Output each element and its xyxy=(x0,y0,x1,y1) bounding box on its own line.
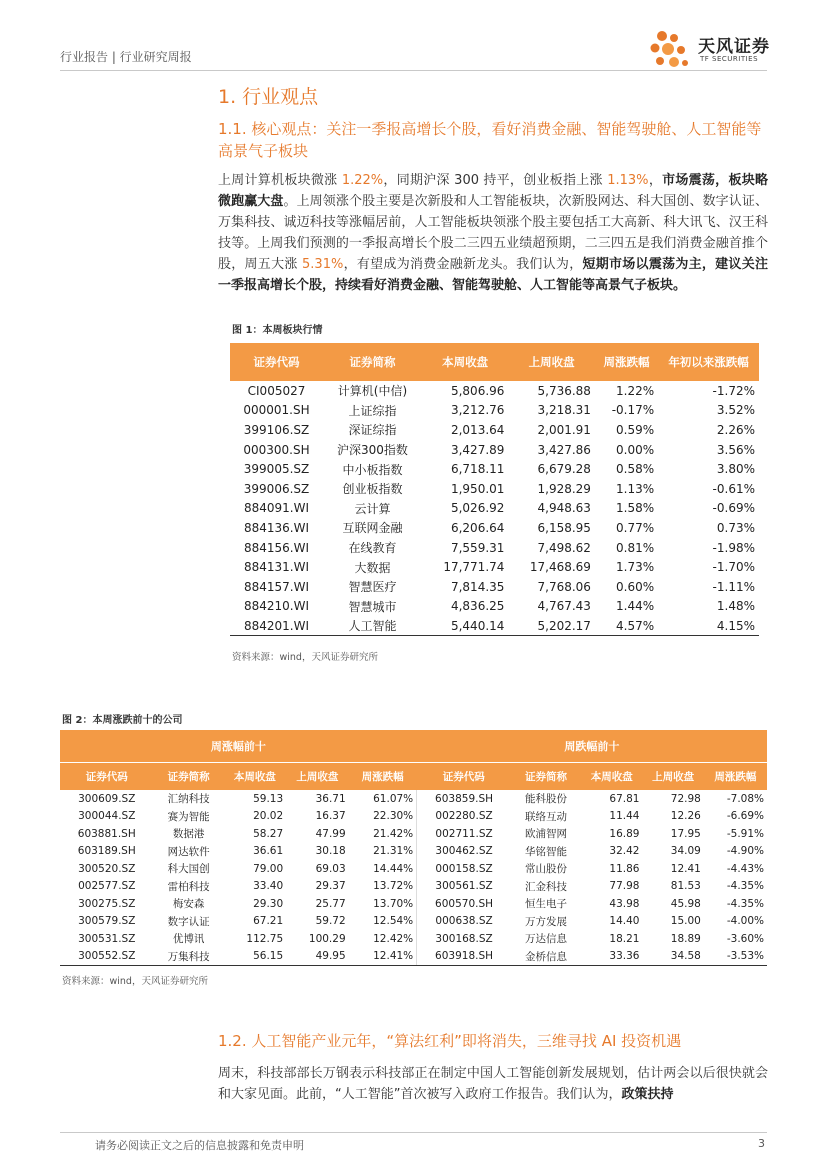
table-cell: 30.18 xyxy=(315,845,346,858)
table-cell: 能科股份 xyxy=(525,793,567,806)
table-cell: 智慧医疗 xyxy=(348,580,397,595)
table-cell: 14.44% xyxy=(373,862,414,875)
column-header: 证券简称 xyxy=(323,343,422,381)
table-cell: 300609.SZ xyxy=(78,792,136,805)
table-cell: 12.54% xyxy=(373,915,414,928)
logo-text-cn: 天风证券 xyxy=(698,37,770,57)
table-cell: 58.27 xyxy=(253,827,284,840)
table-cell: 2,013.64 xyxy=(450,422,505,437)
table-cell: 36.61 xyxy=(253,845,284,858)
table-cell: -4.35% xyxy=(726,880,764,893)
table-cell: 17,468.69 xyxy=(529,560,591,575)
table-cell: 000001.SH xyxy=(243,403,310,418)
para-text: ，同期沪深 300 持平，创业板指上涨 xyxy=(383,173,603,188)
column-header: 上周收盘 xyxy=(508,343,595,381)
table-cell: 3,427.89 xyxy=(450,442,505,457)
table-cell: -0.17% xyxy=(611,403,655,418)
table-cell: 29.37 xyxy=(315,880,346,893)
table-cell: -1.98% xyxy=(712,540,755,555)
table-cell: -3.53% xyxy=(704,948,767,966)
column-header: 证券代码 xyxy=(230,343,323,381)
table-row xyxy=(230,440,759,460)
column-header: 年初以来涨跌幅 xyxy=(658,343,759,381)
table-cell: 002280.SZ xyxy=(417,808,511,826)
table-cell: 1.44% xyxy=(616,599,655,614)
table-cell: 3.56% xyxy=(716,442,755,457)
table-cell: 399005.SZ xyxy=(243,462,310,477)
table-cell: 数据港 xyxy=(172,828,205,841)
table-cell: 数字认证 xyxy=(167,915,210,928)
table-cell: 5,440.14 xyxy=(422,616,509,636)
table-cell: 47.99 xyxy=(315,827,346,840)
table-cell: -0.69% xyxy=(712,501,755,516)
section-heading-1-1: 1.1. 核心观点：关注一季报高增长个股，看好消费金融、智能驾驶舱、人工智能等高景气子板块 xyxy=(218,120,762,160)
table-cell: 沪深300指数 xyxy=(337,443,408,458)
table-cell: -3.60% xyxy=(726,932,764,945)
table-cell: 34.09 xyxy=(670,845,701,858)
table-cell: 13.72% xyxy=(373,880,414,893)
table-row xyxy=(230,420,759,440)
table-cell: 0.00% xyxy=(616,442,655,457)
column-header: 周涨跌幅 xyxy=(704,762,767,790)
column-header: 周涨跌幅 xyxy=(595,343,658,381)
table-cell: 36.71 xyxy=(315,792,346,805)
table-cell: 5,202.17 xyxy=(508,616,595,636)
para-text: 周末，科技部部长万钢表示科技部正在制定中国人工智能创新发展规划，估计两会以后很快就会和大家见面。此前，“人工智能”首次被写入政府工作报告。我们认为， xyxy=(218,1066,768,1102)
section-1-2-paragraph xyxy=(218,1063,768,1105)
table-cell: 000300.SH xyxy=(243,442,310,457)
column-header: 证券代码 xyxy=(417,762,511,790)
table-cell: 002711.SZ xyxy=(417,825,511,843)
table-row xyxy=(230,557,759,577)
table-cell: 81.53 xyxy=(670,880,701,893)
table-group-row xyxy=(60,730,767,762)
table-cell: 4,836.25 xyxy=(450,599,505,614)
table-cell: 6,206.64 xyxy=(450,520,505,535)
table-row xyxy=(230,538,759,558)
table-row xyxy=(230,577,759,597)
table-cell: 17,771.74 xyxy=(443,560,505,575)
para-bold: 市场震荡，板块略微跑赢大盘 xyxy=(218,173,768,209)
table-cell: 32.42 xyxy=(609,845,640,858)
table-cell: 创业板指数 xyxy=(342,482,403,497)
figure-1-title: 图 1：本周板块行情 xyxy=(232,325,323,336)
group-header-losers: 周跌幅前十 xyxy=(417,730,767,762)
table-cell: 12.26 xyxy=(670,810,701,823)
table-cell: 59.72 xyxy=(315,915,346,928)
table-row xyxy=(60,860,767,878)
table-cell: 002577.SZ xyxy=(78,880,136,893)
table-header-row xyxy=(60,762,767,790)
table-cell: 20.02 xyxy=(253,810,284,823)
table-cell: 399106.SZ xyxy=(243,422,310,437)
para-pct: 1.22% xyxy=(341,173,384,188)
column-header: 周涨跌幅 xyxy=(349,762,417,790)
table-cell: 1.48% xyxy=(716,599,755,614)
para-text: 。上周领涨个股主要是次新股和人工智能板块，次新股网达、科大国创、数字认证、万集科技、诚迈科技等涨幅居前，人工智能板块领涨个股主要包括工大高新、科大讯飞、汉王科技等。上周我们预测的一季报高增长个股二三四五业绩超预期，二三四五是我们消费金融首推个股，周五大涨 xyxy=(218,194,768,272)
table-cell: 45.98 xyxy=(670,897,701,910)
table-row xyxy=(60,808,767,826)
table-cell: 25.77 xyxy=(315,897,346,910)
table-cell: 300531.SZ xyxy=(78,932,136,945)
table-cell: 61.07% xyxy=(373,792,414,805)
table-cell: 网达软件 xyxy=(167,845,210,858)
table-body xyxy=(60,790,767,965)
top-movers-table xyxy=(60,730,767,966)
table-cell: 300520.SZ xyxy=(78,862,136,875)
table-cell: 18.21 xyxy=(609,932,640,945)
table-cell: -4.00% xyxy=(726,915,764,928)
table-cell: 884210.WI xyxy=(244,599,310,614)
table-cell: 300552.SZ xyxy=(60,948,154,966)
table-cell: 0.77% xyxy=(616,520,655,535)
table-cell: 常山股份 xyxy=(525,863,567,876)
table-cell: 12.41 xyxy=(670,862,701,875)
table-cell: 云计算 xyxy=(354,501,391,516)
table-row xyxy=(230,597,759,617)
table-cell: 智慧城市 xyxy=(348,599,397,614)
table-cell: 49.95 xyxy=(286,948,348,966)
table-cell: 11.86 xyxy=(609,862,640,875)
table-cell: 21.31% xyxy=(373,845,414,858)
table-cell: 万方发展 xyxy=(525,915,567,928)
table-cell: 2.26% xyxy=(716,422,755,437)
table-cell: 603918.SH xyxy=(417,948,511,966)
section-heading-1: 1. 行业观点 xyxy=(218,86,319,108)
table-cell: 300168.SZ xyxy=(417,930,511,948)
table-cell: -6.69% xyxy=(726,810,764,823)
table-cell: 3,212.76 xyxy=(450,403,505,418)
table-cell: 互联网金融 xyxy=(342,521,403,536)
table-cell: 603859.SH xyxy=(417,790,511,808)
table-row xyxy=(230,401,759,421)
table-cell: -1.72% xyxy=(712,383,755,398)
table-cell: -4.43% xyxy=(726,862,764,875)
table-row xyxy=(60,895,767,913)
table-cell: 深证综指 xyxy=(348,423,397,438)
table-cell: 399006.SZ xyxy=(243,481,310,496)
table-cell: 6,718.11 xyxy=(450,462,505,477)
column-header: 本周收盘 xyxy=(224,762,286,790)
table-cell: 3.52% xyxy=(716,403,755,418)
table-cell: 79.00 xyxy=(253,862,284,875)
table-cell: 0.73% xyxy=(716,520,755,535)
table-cell: 中小板指数 xyxy=(342,462,403,477)
table-cell: -1.70% xyxy=(712,560,755,575)
logo-flower-icon xyxy=(646,28,694,72)
disclaimer-note: 请务必阅读正文之后的信息披露和免责申明 xyxy=(95,1139,304,1152)
table-cell: 1.13% xyxy=(616,481,655,496)
table-cell: 7,814.35 xyxy=(450,579,505,594)
table-cell: 884091.WI xyxy=(244,501,310,516)
table-cell: 2,001.91 xyxy=(537,422,591,437)
table-cell: 603189.SH xyxy=(77,845,136,858)
table-cell: 汇金科技 xyxy=(525,880,567,893)
table-cell: CI005027 xyxy=(247,383,306,398)
table-cell: 33.36 xyxy=(581,948,642,966)
section-1-1-paragraph xyxy=(218,170,768,296)
table-cell: 1.22% xyxy=(616,383,655,398)
table-cell: 4.57% xyxy=(595,616,658,636)
page-number: 3 xyxy=(758,1137,765,1150)
table-cell: 7,559.31 xyxy=(450,540,505,555)
table-cell: -4.90% xyxy=(726,845,764,858)
table-cell: 11.44 xyxy=(609,810,640,823)
table-cell: 300462.SZ xyxy=(417,843,511,861)
column-header: 本周收盘 xyxy=(581,762,642,790)
table-cell: 884131.WI xyxy=(244,560,310,575)
table-cell: 金桥信息 xyxy=(511,948,581,966)
table-cell: 59.13 xyxy=(253,792,284,805)
table-cell: 77.98 xyxy=(609,880,640,893)
para-text: ， xyxy=(648,173,663,188)
para-text: ，有望成为消费金融新龙头。我们认为， xyxy=(343,257,583,272)
table-cell: -7.08% xyxy=(726,792,764,805)
column-header: 证券简称 xyxy=(511,762,581,790)
table-cell: 12.42% xyxy=(373,932,414,945)
table-cell: 科大国创 xyxy=(167,863,210,876)
table-cell: 300044.SZ xyxy=(78,810,136,823)
table-row xyxy=(230,381,759,401)
logo xyxy=(646,28,786,72)
column-header: 上周收盘 xyxy=(286,762,348,790)
table-cell: 恒生电子 xyxy=(525,898,567,911)
table-cell: 0.58% xyxy=(616,462,655,477)
para-pct: 1.13% xyxy=(607,173,649,188)
table-cell: -0.61% xyxy=(712,481,755,496)
table-cell: 人工智能 xyxy=(323,616,422,636)
table-cell: 884157.WI xyxy=(244,579,310,594)
table-cell: 5,026.92 xyxy=(450,501,505,516)
table-cell: 21.42% xyxy=(373,827,414,840)
table-cell: 0.81% xyxy=(616,540,655,555)
table-cell: 1,928.29 xyxy=(537,481,591,496)
table-cell: 884156.WI xyxy=(244,540,310,555)
table-cell: 3,427.86 xyxy=(537,442,591,457)
report-category: 行业报告 | 行业研究周报 xyxy=(60,50,192,64)
table-cell: 3.80% xyxy=(716,462,755,477)
table-cell: 000638.SZ xyxy=(417,913,511,931)
table-row xyxy=(60,878,767,896)
para-bold: 短期市场以震荡为主，建议关注一季报高增长个股，持续看好消费金融、智能驾驶舱、人工智能等高景气子板块。 xyxy=(218,257,768,293)
table-cell: 000158.SZ xyxy=(417,860,511,878)
table-cell: 33.40 xyxy=(253,880,284,893)
table-cell: 29.30 xyxy=(253,897,284,910)
table-cell: 12.41% xyxy=(349,948,417,966)
table-cell: 34.58 xyxy=(642,948,703,966)
table-cell: 15.00 xyxy=(670,915,701,928)
figure-2-title: 图 2：本周涨跌前十的公司 xyxy=(62,715,183,726)
table-cell: 884136.WI xyxy=(244,520,310,535)
table-cell: 4.15% xyxy=(658,616,759,636)
table-cell: -1.11% xyxy=(712,579,755,594)
figure-1-source: 资料来源：wind，天风证券研究所 xyxy=(232,652,378,663)
column-header: 本周收盘 xyxy=(422,343,509,381)
column-header: 证券代码 xyxy=(60,762,154,790)
table-row xyxy=(230,479,759,499)
table-cell: 0.60% xyxy=(616,579,655,594)
table-cell: 上证综指 xyxy=(348,403,397,418)
column-header: 证券简称 xyxy=(154,762,224,790)
table-cell: 16.89 xyxy=(609,827,640,840)
table-cell: 赛为智能 xyxy=(167,810,210,823)
table-cell: 4,948.63 xyxy=(537,501,591,516)
table-cell: 华铭智能 xyxy=(525,845,567,858)
table-cell: 5,806.96 xyxy=(450,383,505,398)
table-cell: -4.35% xyxy=(726,897,764,910)
table-body xyxy=(230,381,759,636)
table-cell: 欧浦智网 xyxy=(525,828,567,841)
table-cell: 万集科技 xyxy=(154,948,224,966)
table-cell: 67.81 xyxy=(609,792,640,805)
table-cell: 优博讯 xyxy=(172,933,205,946)
table-cell: 在线教育 xyxy=(348,541,397,556)
table-cell: 17.95 xyxy=(670,827,701,840)
table-cell: 13.70% xyxy=(373,897,414,910)
section-heading-1-2: 1.2. 人工智能产业元年，“算法红利”即将消失，三维寻找 AI 投资机遇 xyxy=(218,1032,682,1050)
column-header: 上周收盘 xyxy=(642,762,703,790)
table-cell: 汇纳科技 xyxy=(167,793,210,806)
table-cell: 1.73% xyxy=(616,560,655,575)
table-cell: -5.91% xyxy=(726,827,764,840)
table-cell: 18.89 xyxy=(670,932,701,945)
table-cell: 16.37 xyxy=(315,810,346,823)
table-header-row xyxy=(230,343,759,381)
table-row xyxy=(60,948,767,966)
table-cell: 5,736.88 xyxy=(537,383,591,398)
table-row xyxy=(60,913,767,931)
table-cell: 67.21 xyxy=(253,915,284,928)
table-row xyxy=(230,499,759,519)
table-cell: 300275.SZ xyxy=(78,897,136,910)
table-row xyxy=(60,825,767,843)
table-cell: 7,498.62 xyxy=(537,540,591,555)
table-cell: 100.29 xyxy=(308,932,346,945)
table-cell: 大数据 xyxy=(354,560,391,575)
table-row xyxy=(60,930,767,948)
table-row xyxy=(230,459,759,479)
table-cell: 计算机(中信) xyxy=(337,384,408,399)
footer-divider xyxy=(60,1132,767,1133)
table-cell: 万达信息 xyxy=(525,933,567,946)
table-cell: 梅安森 xyxy=(172,898,205,911)
table-cell: 600570.SH xyxy=(417,895,511,913)
table-cell: 300579.SZ xyxy=(78,915,136,928)
para-pct: 5.31% xyxy=(302,257,344,272)
table-cell: 0.59% xyxy=(616,422,655,437)
table-cell: 69.03 xyxy=(315,862,346,875)
group-header-gainers: 周涨幅前十 xyxy=(60,730,417,762)
table-row xyxy=(230,518,759,538)
table-cell: 6,679.28 xyxy=(537,462,591,477)
table-cell: 603881.SH xyxy=(77,827,136,840)
table-cell: 14.40 xyxy=(609,915,640,928)
table-cell: 884201.WI xyxy=(230,616,323,636)
table-cell: 300561.SZ xyxy=(417,878,511,896)
logo-text-en: TF SECURITIES xyxy=(700,55,759,63)
table-row xyxy=(60,843,767,861)
para-text: 上周计算机板块微涨 xyxy=(218,173,338,188)
para-bold: 政策扶持 xyxy=(621,1087,674,1102)
table-cell: 4,767.43 xyxy=(537,599,591,614)
table-cell: 6,158.95 xyxy=(537,520,591,535)
table-cell: 56.15 xyxy=(224,948,286,966)
table-cell: 1.58% xyxy=(616,501,655,516)
table-cell: 联络互动 xyxy=(525,810,567,823)
table-cell: 雷柏科技 xyxy=(167,880,210,893)
table-cell: 1,950.01 xyxy=(450,481,505,496)
table-cell: 3,218.31 xyxy=(537,403,591,418)
table-row xyxy=(230,616,759,636)
table-cell: 22.30% xyxy=(373,810,414,823)
table-cell: 72.98 xyxy=(670,792,701,805)
table-cell: 7,768.06 xyxy=(537,579,591,594)
figure-2-source: 资料来源：wind，天风证券研究所 xyxy=(62,976,208,987)
table-row xyxy=(60,790,767,808)
sector-performance-table xyxy=(230,343,759,636)
table-cell: 43.98 xyxy=(609,897,640,910)
table-cell: 112.75 xyxy=(246,932,284,945)
